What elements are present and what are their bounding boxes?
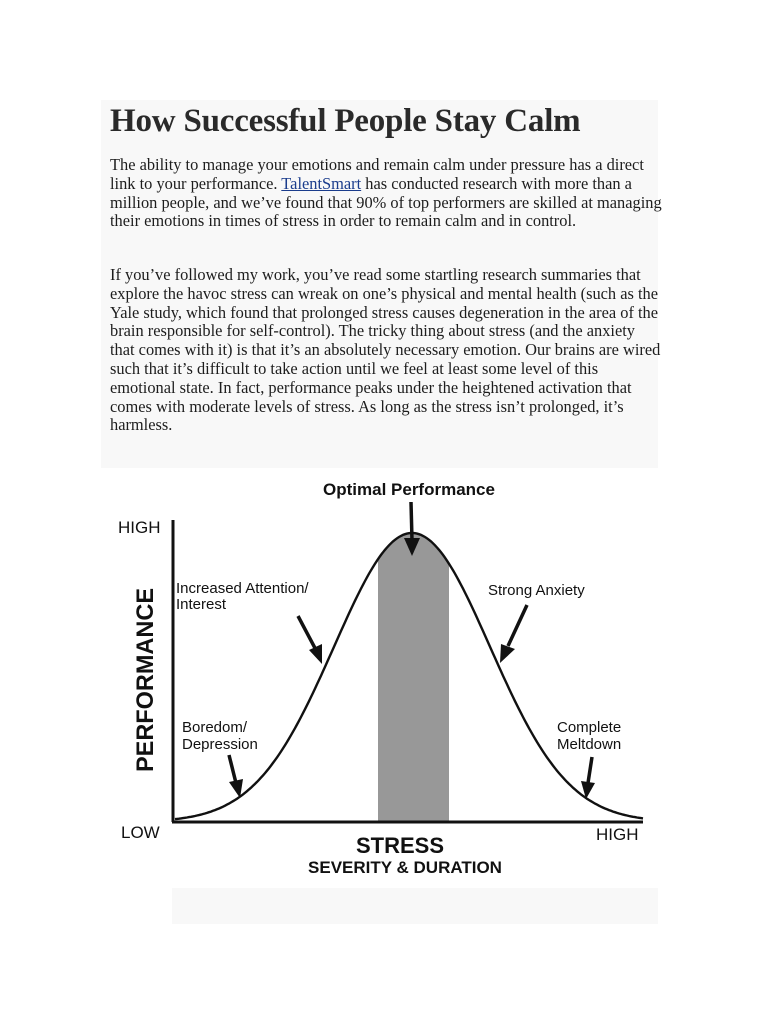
attention-label-line2: Interest [176,596,227,613]
x-axis-subtitle: SEVERITY & DURATION [308,858,502,877]
stress-performance-figure [0,468,768,888]
attention-arrow-head [309,644,322,664]
anxiety-arrow-head [500,644,515,663]
boredom-label-line2: Depression [182,736,258,753]
y-high-label: HIGH [118,518,161,537]
paragraph-intro [110,156,662,231]
optimal-zone-band [378,520,449,822]
paragraph-research: If you’ve followed my work, you’ve read some startling research summaries that explore the havoc stress can wreak on one’s physical and mental health (such as the Yale study, which found that prolonged stress causes degeneration in the area of the brain responsible for self-control). The tricky thing about stress (and the anxiety that comes with it) is that it’s an absolutely necessary emotion. Our brains are wired such that it’s difficult to take action until we feel at least some level of this emotional state. In fact, performance peaks under the heightened activation that comes with moderate levels of stress. As long as the stress isn’t prolonged, it’s harmless. [110,265,661,435]
attention-arrow [298,616,316,650]
meltdown-arrow [588,757,592,783]
meltdown-label-line1: Complete [557,719,622,736]
article-title: How Successful People Stay Calm [110,103,581,139]
optimal-arrow [411,502,412,540]
y-low-label: LOW [121,823,160,842]
y-axis-title: PERFORMANCE [132,583,159,772]
figure-footer-background [172,888,658,924]
optimal-performance-label: Optimal Performance [323,480,495,499]
anxiety-arrow [508,605,527,646]
paragraph-intro-text-start: The ability to manage your emotions and remain calm under pressure has a direct link to your performance. [110,155,644,193]
boredom-label-line1: Boredom/ [182,719,248,736]
x-high-label: HIGH [596,825,639,844]
meltdown-label-line2: Meltdown [557,736,622,753]
paragraph-intro-text-end: has conducted research with more than a million people, and we’ve found that 90% of top performers are skilled at managing their emotions in times of stress in order to remain calm and in control. [110,173,662,231]
anxiety-label: Strong Anxiety [488,582,585,599]
attention-label-line1: Increased Attention/ [176,580,309,597]
boredom-arrow [229,755,236,783]
x-axis-title: STRESS [355,833,445,858]
talentsmart-link[interactable]: TalentSmart [281,173,362,193]
